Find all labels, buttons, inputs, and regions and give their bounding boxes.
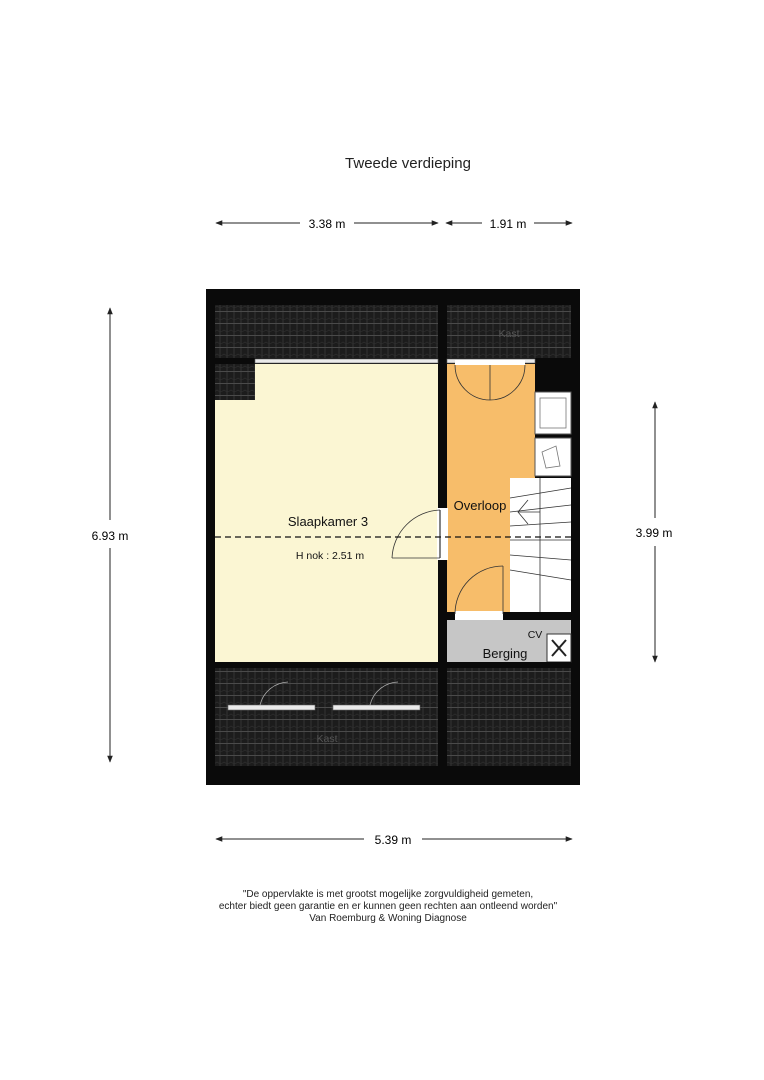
svg-text:6.93 m: 6.93 m: [91, 529, 129, 543]
page-title: Tweede verdieping: [345, 155, 471, 172]
staircase: [510, 478, 571, 612]
svg-text:3.99 m: 3.99 m: [635, 526, 673, 540]
dimension-right-height: [636, 402, 673, 662]
svg-text:3.38 m: 3.38 m: [308, 217, 346, 231]
label-berging: Berging: [482, 646, 528, 661]
dimension-top-right: [446, 217, 572, 231]
svg-text:1.91 m: 1.91 m: [489, 217, 527, 231]
label-overloop: Overloop: [453, 498, 507, 513]
disclaimer-line-3: Van Roemburg & Woning Diagnose: [309, 913, 467, 924]
label-kast-top: Kast: [498, 328, 520, 340]
label-cv: CV: [527, 629, 543, 641]
label-slaapkamer: Slaapkamer 3: [287, 514, 369, 529]
dimension-top-left: [216, 217, 438, 231]
cv-boiler: [547, 634, 571, 662]
disclaimer-line-1: "De oppervlakte is met grootst mogelijke zorgvuldigheid gemeten,: [242, 889, 534, 900]
cabinet-unit: [535, 392, 571, 476]
dimension-left-height: [92, 308, 129, 762]
disclaimer-line-2: echter biedt geen garantie en er kunnen geen rechten aan ontleend worden": [218, 901, 558, 912]
svg-text:5.39 m: 5.39 m: [374, 833, 412, 847]
label-kast-bottom: Kast: [316, 733, 338, 745]
dimension-bottom-width: [216, 833, 572, 847]
label-ridge-height: H nok : 2.51 m: [295, 550, 365, 562]
